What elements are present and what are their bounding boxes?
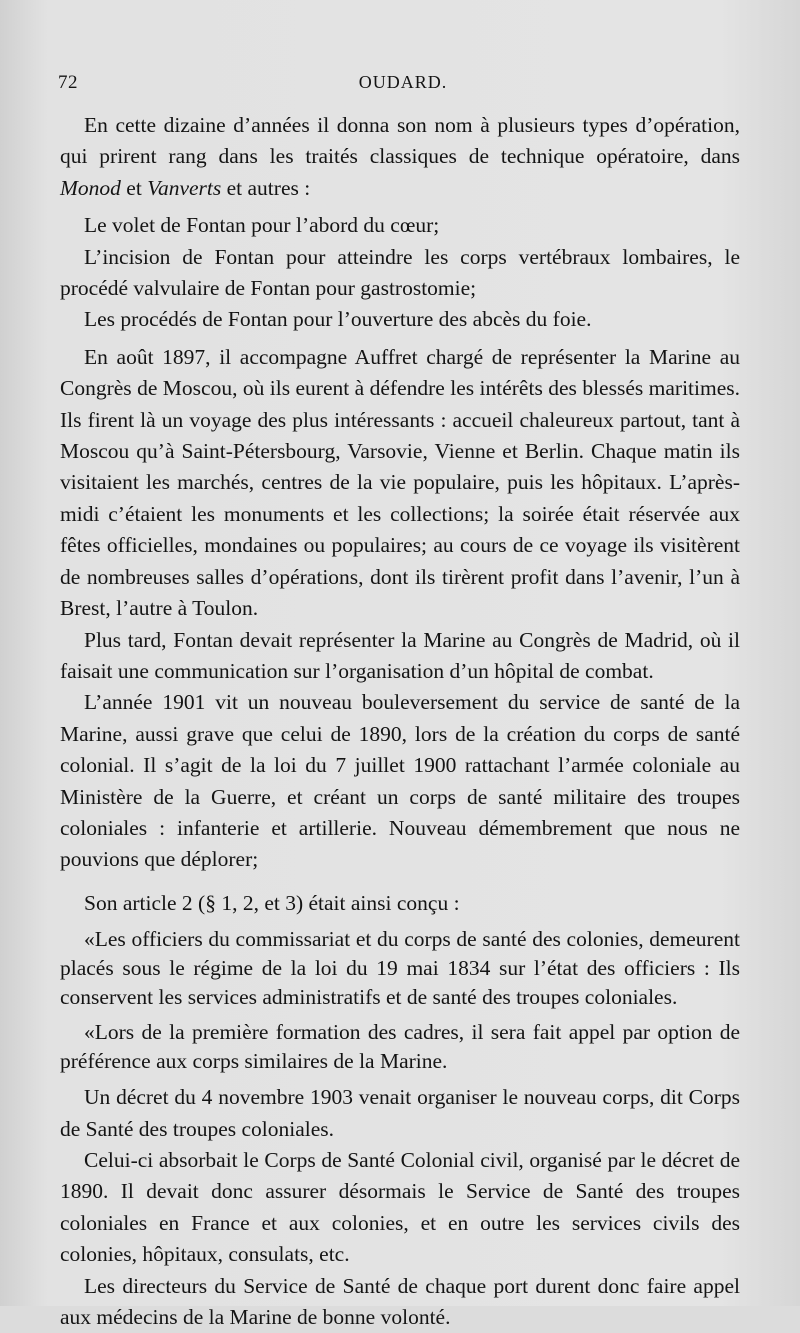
quotation-officiers: «Les officiers du commissariat et du corps de santé des colonies, demeurent placés sous le régime de la loi du 19 mai 1834 sur l’état des officiers : Ils conservent les services administratifs et de santé des troupes coloniales. (60, 927, 740, 1010)
paragraph-congres-madrid: Plus tard, Fontan devait représenter la Marine au Congrès de Madrid, où il faisait une communication sur l’organisation d’un hôpital de combat. (60, 627, 740, 683)
list-item-incision: L’incision de Fontan pour atteindre les corps vertébraux lombaires, le procédé valvulaire de Fontan pour gastrostomie; (60, 244, 740, 301)
list-item-abces: Les procédés de Fontan pour l’ouverture des abcès du foie. (84, 307, 592, 332)
paragraph-opening-text: En cette dizaine d’années il donna son nom à plusieurs types d’opération, qui prirent rang dans les traités classiques de technique opératoire, dans (60, 113, 740, 169)
quotation-formation: «Lors de la première formation des cadres, il sera fait appel par option de préférence aux corps similaires de la Marine. (60, 1020, 740, 1074)
paragraph-annee-1901: L’année 1901 vit un nouveau bouleversement du service de santé de la Marine, aussi grave que celui de 1890, lors de la création du corps de santé colonial. Il s’agit de la loi du 7 juillet 1900 rattachant l’armée coloniale au Ministère de la Guerre, et créant un corps de santé militaire des troupes coloniales : infanterie et artillerie. Nouveau démembrement que nous ne pouvions que déplorer; (60, 690, 740, 872)
paragraph-article-2: Son article 2 (§ 1, 2, et 3) était ainsi conçu : (84, 890, 460, 915)
author-vanverts: Vanverts (147, 175, 222, 200)
paragraph-directeurs: Les directeurs du Service de Santé de chaque port durent donc faire appel aux médecins de la Marine de bonne volonté. (60, 1273, 740, 1329)
author-monod: Monod (60, 175, 121, 200)
paragraph-corps-colonial: Celui-ci absorbait le Corps de Santé Colonial civil, organisé par le décret de 1890. Il devait donc assurer désormais le Service de Santé des troupes coloniales en France et aux colonies, et en outre les services civils des colonies, hôpitaux, consulats, etc. (60, 1147, 740, 1267)
body-text (60, 110, 740, 1333)
paragraph-opening-text-3: et autres : (221, 175, 311, 200)
list-item-volet: Le volet de Fontan pour l’abord du cœur; (84, 213, 440, 238)
quotation-block (60, 925, 740, 1076)
paragraph-opening-text-2: et (120, 175, 148, 200)
page-header (58, 72, 748, 102)
paragraph-decret-1903: Un décret du 4 novembre 1903 venait organiser le nouveau corps, dit Corps de Santé des troupes coloniales. (60, 1085, 740, 1141)
paragraph-congres-moscou: En août 1897, il accompagne Auffret chargé de représenter la Marine au Congrès de Moscou, où ils eurent à défendre les intérêts des blessés maritimes. Ils firent là un voyage des plus intéressants : accueil chaleureux partout, tant à Moscou qu’à Saint-Pétersbourg, Varsovie, Vienne et Berlin. Chaque matin ils visitaient les marchés, centres de la vie populaire, puis les hôpitaux. L’après-midi c’étaient les monuments et les collections; la soirée était réservée aux fêtes officielles, mondaines ou populaires; au cours de ce voyage ils visitèrent de nombreuses salles d’opérations, dont ils tirèrent profit dans l’avenir, l’un à Brest, l’autre à Toulon. (60, 344, 740, 621)
page-number: 72 (58, 72, 78, 93)
paragraph-opening (60, 110, 740, 204)
running-head: OUDARD. (358, 72, 448, 92)
